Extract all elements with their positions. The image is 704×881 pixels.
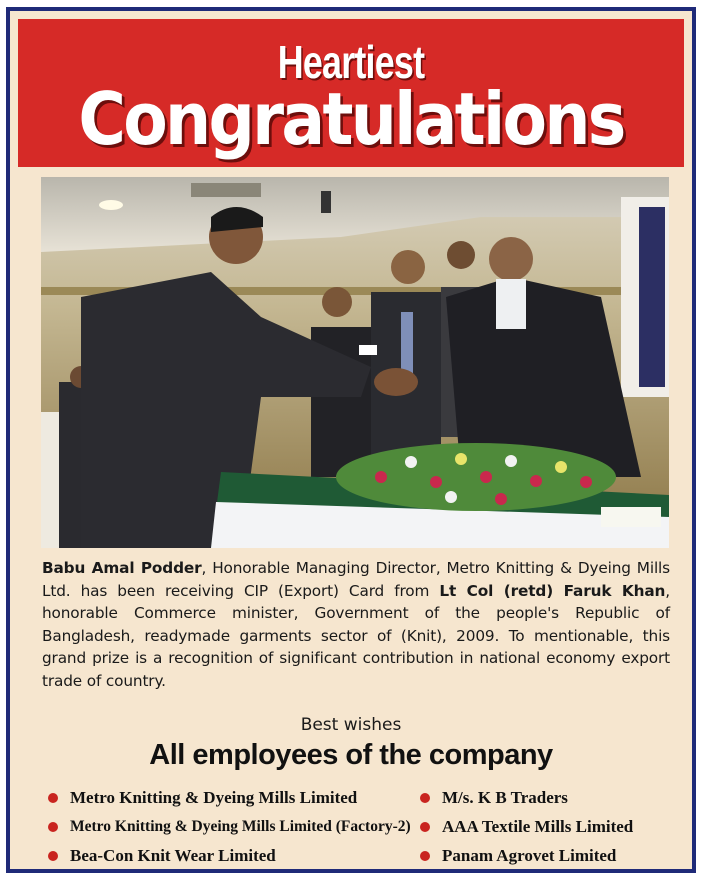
company-name: AAA Textile Mills Limited [442, 816, 634, 836]
caption-text-2: , honorable Commerce minister, Government of the people's Republic of Bangladesh, readymade garments sector of (Knit), 2009. To mentionable, this grand prize is a recognition of significant contribution in national economy export trade of country. [42, 581, 670, 690]
bullet-icon [48, 851, 58, 861]
bullet-icon [420, 793, 430, 803]
company-item [420, 783, 633, 812]
recipient-name: Babu Amal Podder [42, 559, 202, 577]
company-item [48, 841, 411, 870]
company-item [48, 783, 411, 812]
bullet-icon [420, 822, 430, 832]
company-name: Bea-Con Knit Wear Limited [70, 845, 276, 865]
company-name: Metro Knitting & Dyeing Mills Limited [70, 787, 358, 807]
bullet-icon [48, 793, 58, 803]
best-wishes: Best wishes [300, 715, 402, 735]
company-item [420, 841, 633, 870]
company-item [420, 812, 633, 841]
company-name: M/s. K B Traders [442, 787, 568, 807]
headline-banner [18, 19, 684, 167]
advertisement [6, 7, 696, 873]
employees-line: All employees of the company [149, 739, 553, 771]
company-item [48, 812, 411, 841]
company-name: Panam Agrovet Limited [442, 845, 617, 865]
bullet-icon [420, 851, 430, 861]
headline-line-1: Heartiest [277, 36, 425, 88]
ceremony-photo [41, 177, 669, 548]
caption-text-1: , Honorable Managing Director, Metro Knitting & Dyeing Mills Ltd. has been receiving CIP (Export) Card from [42, 559, 670, 600]
company-list-right [420, 783, 633, 870]
company-name: Metro Knitting & Dyeing Mills Limited (Factory-2) [70, 817, 411, 835]
ceremony-photo-illustration [41, 177, 669, 548]
presenter-name: Lt Col (retd) Faruk Khan [439, 581, 666, 600]
bullet-icon [48, 822, 58, 832]
caption-paragraph [42, 557, 670, 692]
company-list-left [48, 783, 411, 870]
headline-line-2: Congratulations [78, 77, 624, 161]
